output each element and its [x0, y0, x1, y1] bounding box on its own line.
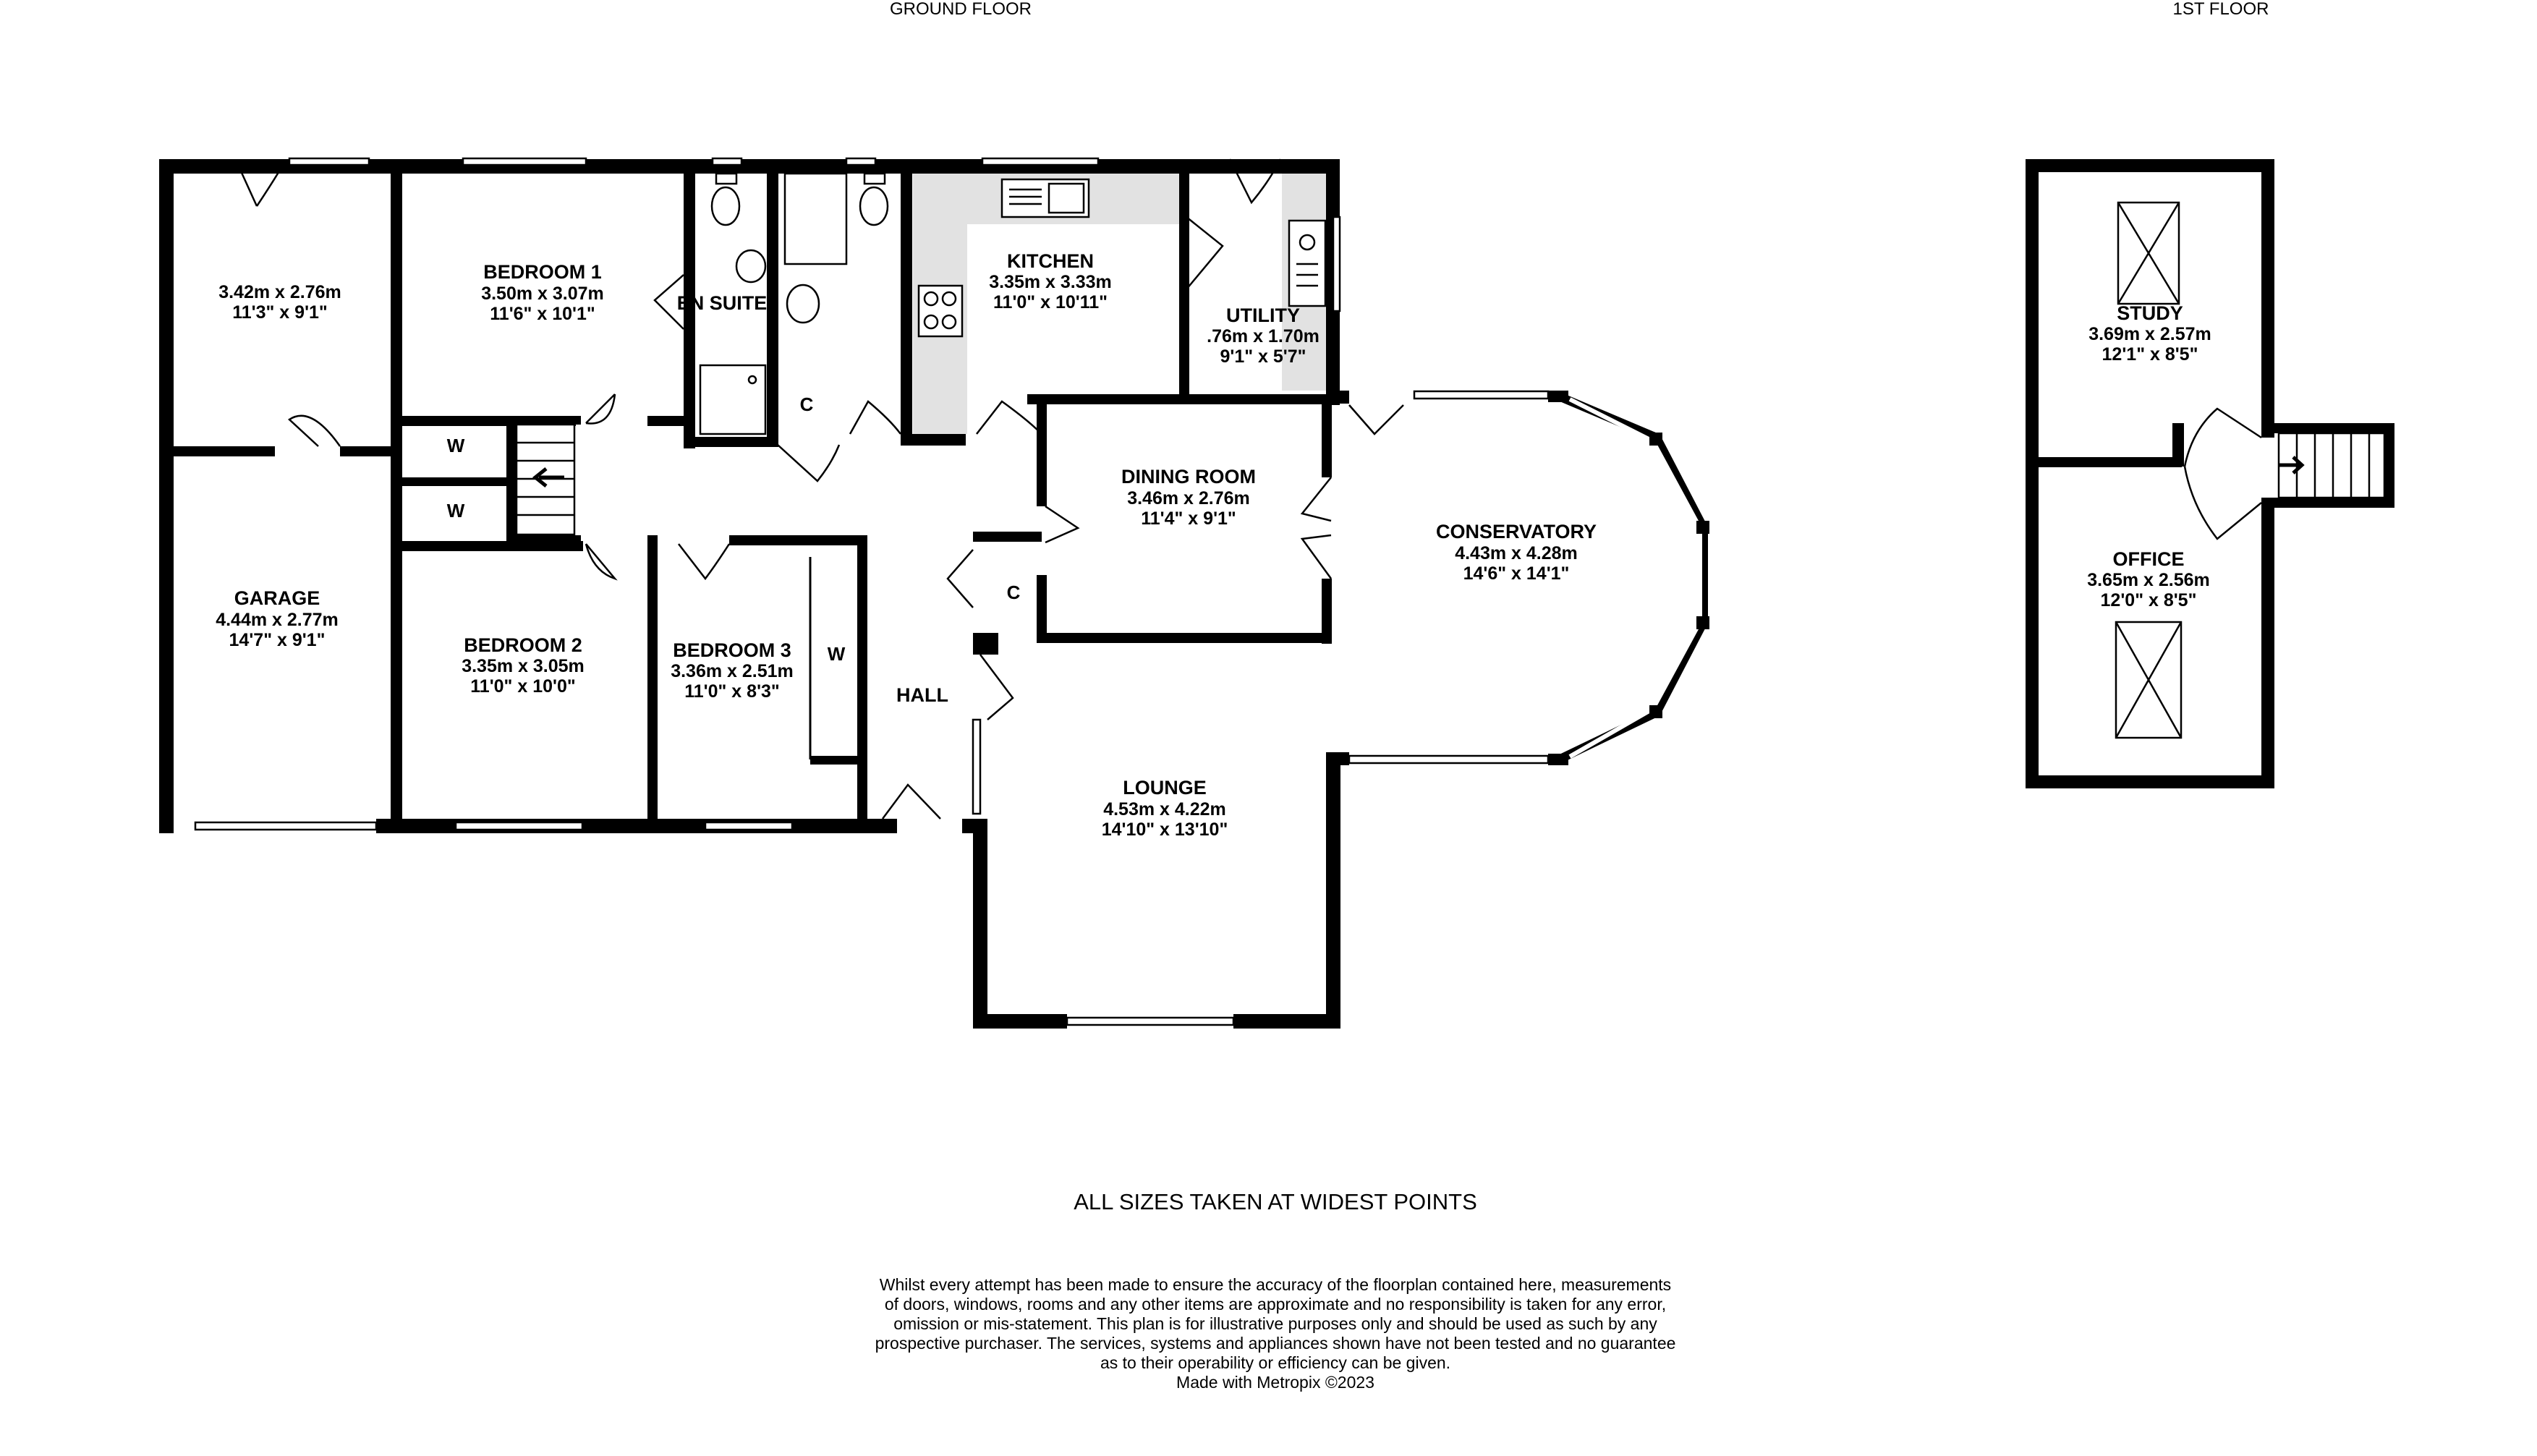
toilet-icon: [712, 187, 739, 225]
room-bedroom1-name: BEDROOM 1: [483, 261, 602, 283]
room-office-metric: 3.65m x 2.56m: [2087, 570, 2210, 590]
room-utility-metric: .76m x 1.70m: [1207, 326, 1320, 346]
cupboard-mark: C: [1006, 582, 1021, 603]
room-office-imperial: 12'0" x 8'5": [2100, 590, 2197, 610]
room-lounge-imperial: 14'10" x 13'10": [1101, 819, 1228, 840]
room-kitchen-name: KITCHEN: [1007, 250, 1094, 272]
room-conservatory-name: CONSERVATORY: [1435, 521, 1597, 542]
room-conservatory-metric: 4.43m x 4.28m: [1455, 543, 1578, 563]
room-bedroom1-imperial: 11'6" x 10'1": [490, 304, 595, 324]
room-lounge-name: LOUNGE: [1123, 777, 1207, 799]
conservatory-glazing: [1559, 396, 1704, 759]
shower-icon: [700, 365, 765, 434]
first-floor-title: 1ST FLOOR: [2172, 0, 2269, 19]
first-floor-plan: [2026, 159, 2394, 788]
rooflight-icon: [2118, 203, 2179, 304]
room-utility-name: UTILITY: [1226, 305, 1300, 326]
walls: [159, 159, 1568, 1029]
disclaimer-line: Made with Metropix ©2023: [1176, 1373, 1374, 1392]
hob-icon: [919, 286, 962, 336]
wardrobe-mark: W: [827, 643, 846, 665]
disclaimer-line: Whilst every attempt has been made to ensure the accuracy of the floorplan contained here, measurements: [879, 1275, 1672, 1294]
room-garage-name: GARAGE: [234, 587, 320, 609]
room-bedroom2-metric: 3.35m x 3.05m: [462, 656, 585, 676]
room-study-name: STUDY: [2117, 302, 2183, 324]
stairs-icon: [2279, 433, 2384, 498]
disclaimer-line: prospective purchaser. The services, systems and appliances shown have not been tested and no guarantee: [875, 1334, 1676, 1353]
ground-floor-plan: [159, 158, 1709, 1029]
room-bedroom2-name: BEDROOM 2: [464, 634, 582, 656]
room-dining-name: DINING ROOM: [1121, 466, 1256, 488]
disclaimer-line: as to their operability or efficiency can be given.: [1100, 1353, 1451, 1372]
basin-icon: [787, 285, 819, 323]
room-bedroom3-imperial: 11'0" x 8'3": [684, 681, 780, 702]
room-utility-imperial: 9'1" x 5'7": [1220, 346, 1306, 367]
room-unnamed-imperial: 11'3" x 9'1": [232, 302, 328, 323]
disclaimer: [875, 1275, 1676, 1392]
wardrobe-mark: W: [446, 435, 465, 456]
room-bedroom3-name: BEDROOM 3: [673, 639, 791, 661]
disclaimer-line: of doors, windows, rooms and any other items are approximate and no responsibility is taken for any error,: [884, 1295, 1667, 1314]
room-study-imperial: 12'1" x 8'5": [2102, 344, 2198, 365]
door-swings: [2185, 409, 2261, 539]
room-bedroom3-metric: 3.36m x 2.51m: [671, 661, 794, 681]
room-ensuite-name: EN SUITE: [676, 292, 768, 314]
toilet-icon: [860, 187, 888, 225]
room-dining-metric: 3.46m x 2.76m: [1127, 488, 1250, 508]
room-bedroom2-imperial: 11'0" x 10'0": [470, 676, 576, 697]
room-hall-name: HALL: [896, 684, 948, 706]
room-conservatory-imperial: 14'6" x 14'1": [1463, 563, 1570, 584]
rooflight-icon: [2116, 622, 2181, 738]
room-garage-metric: 4.44m x 2.77m: [216, 610, 339, 630]
room-study-metric: 3.69m x 2.57m: [2088, 324, 2211, 344]
basin-icon: [736, 250, 765, 282]
room-garage-imperial: 14'7" x 9'1": [229, 630, 326, 650]
room-lounge-metric: 4.53m x 4.22m: [1103, 799, 1226, 819]
sizes-note: ALL SIZES TAKEN AT WIDEST POINTS: [1074, 1189, 1477, 1214]
wardrobe-mark: W: [446, 500, 465, 521]
room-dining-imperial: 11'4" x 9'1": [1141, 508, 1236, 529]
ground-floor-title: GROUND FLOOR: [889, 0, 1032, 19]
room-kitchen-imperial: 11'0" x 10'11": [993, 292, 1108, 312]
bath-icon: [785, 174, 846, 264]
disclaimer-line: omission or mis-statement. This plan is for illustrative purposes only and should be used as such by any: [893, 1314, 1657, 1333]
room-office-name: OFFICE: [2112, 548, 2185, 570]
room-unnamed-metric: 3.42m x 2.76m: [218, 282, 341, 302]
cupboard-mark: C: [799, 393, 814, 415]
room-kitchen-metric: 3.35m x 3.33m: [989, 272, 1112, 292]
stairs-icon: [517, 425, 574, 535]
room-bedroom1-metric: 3.50m x 3.07m: [481, 284, 604, 304]
